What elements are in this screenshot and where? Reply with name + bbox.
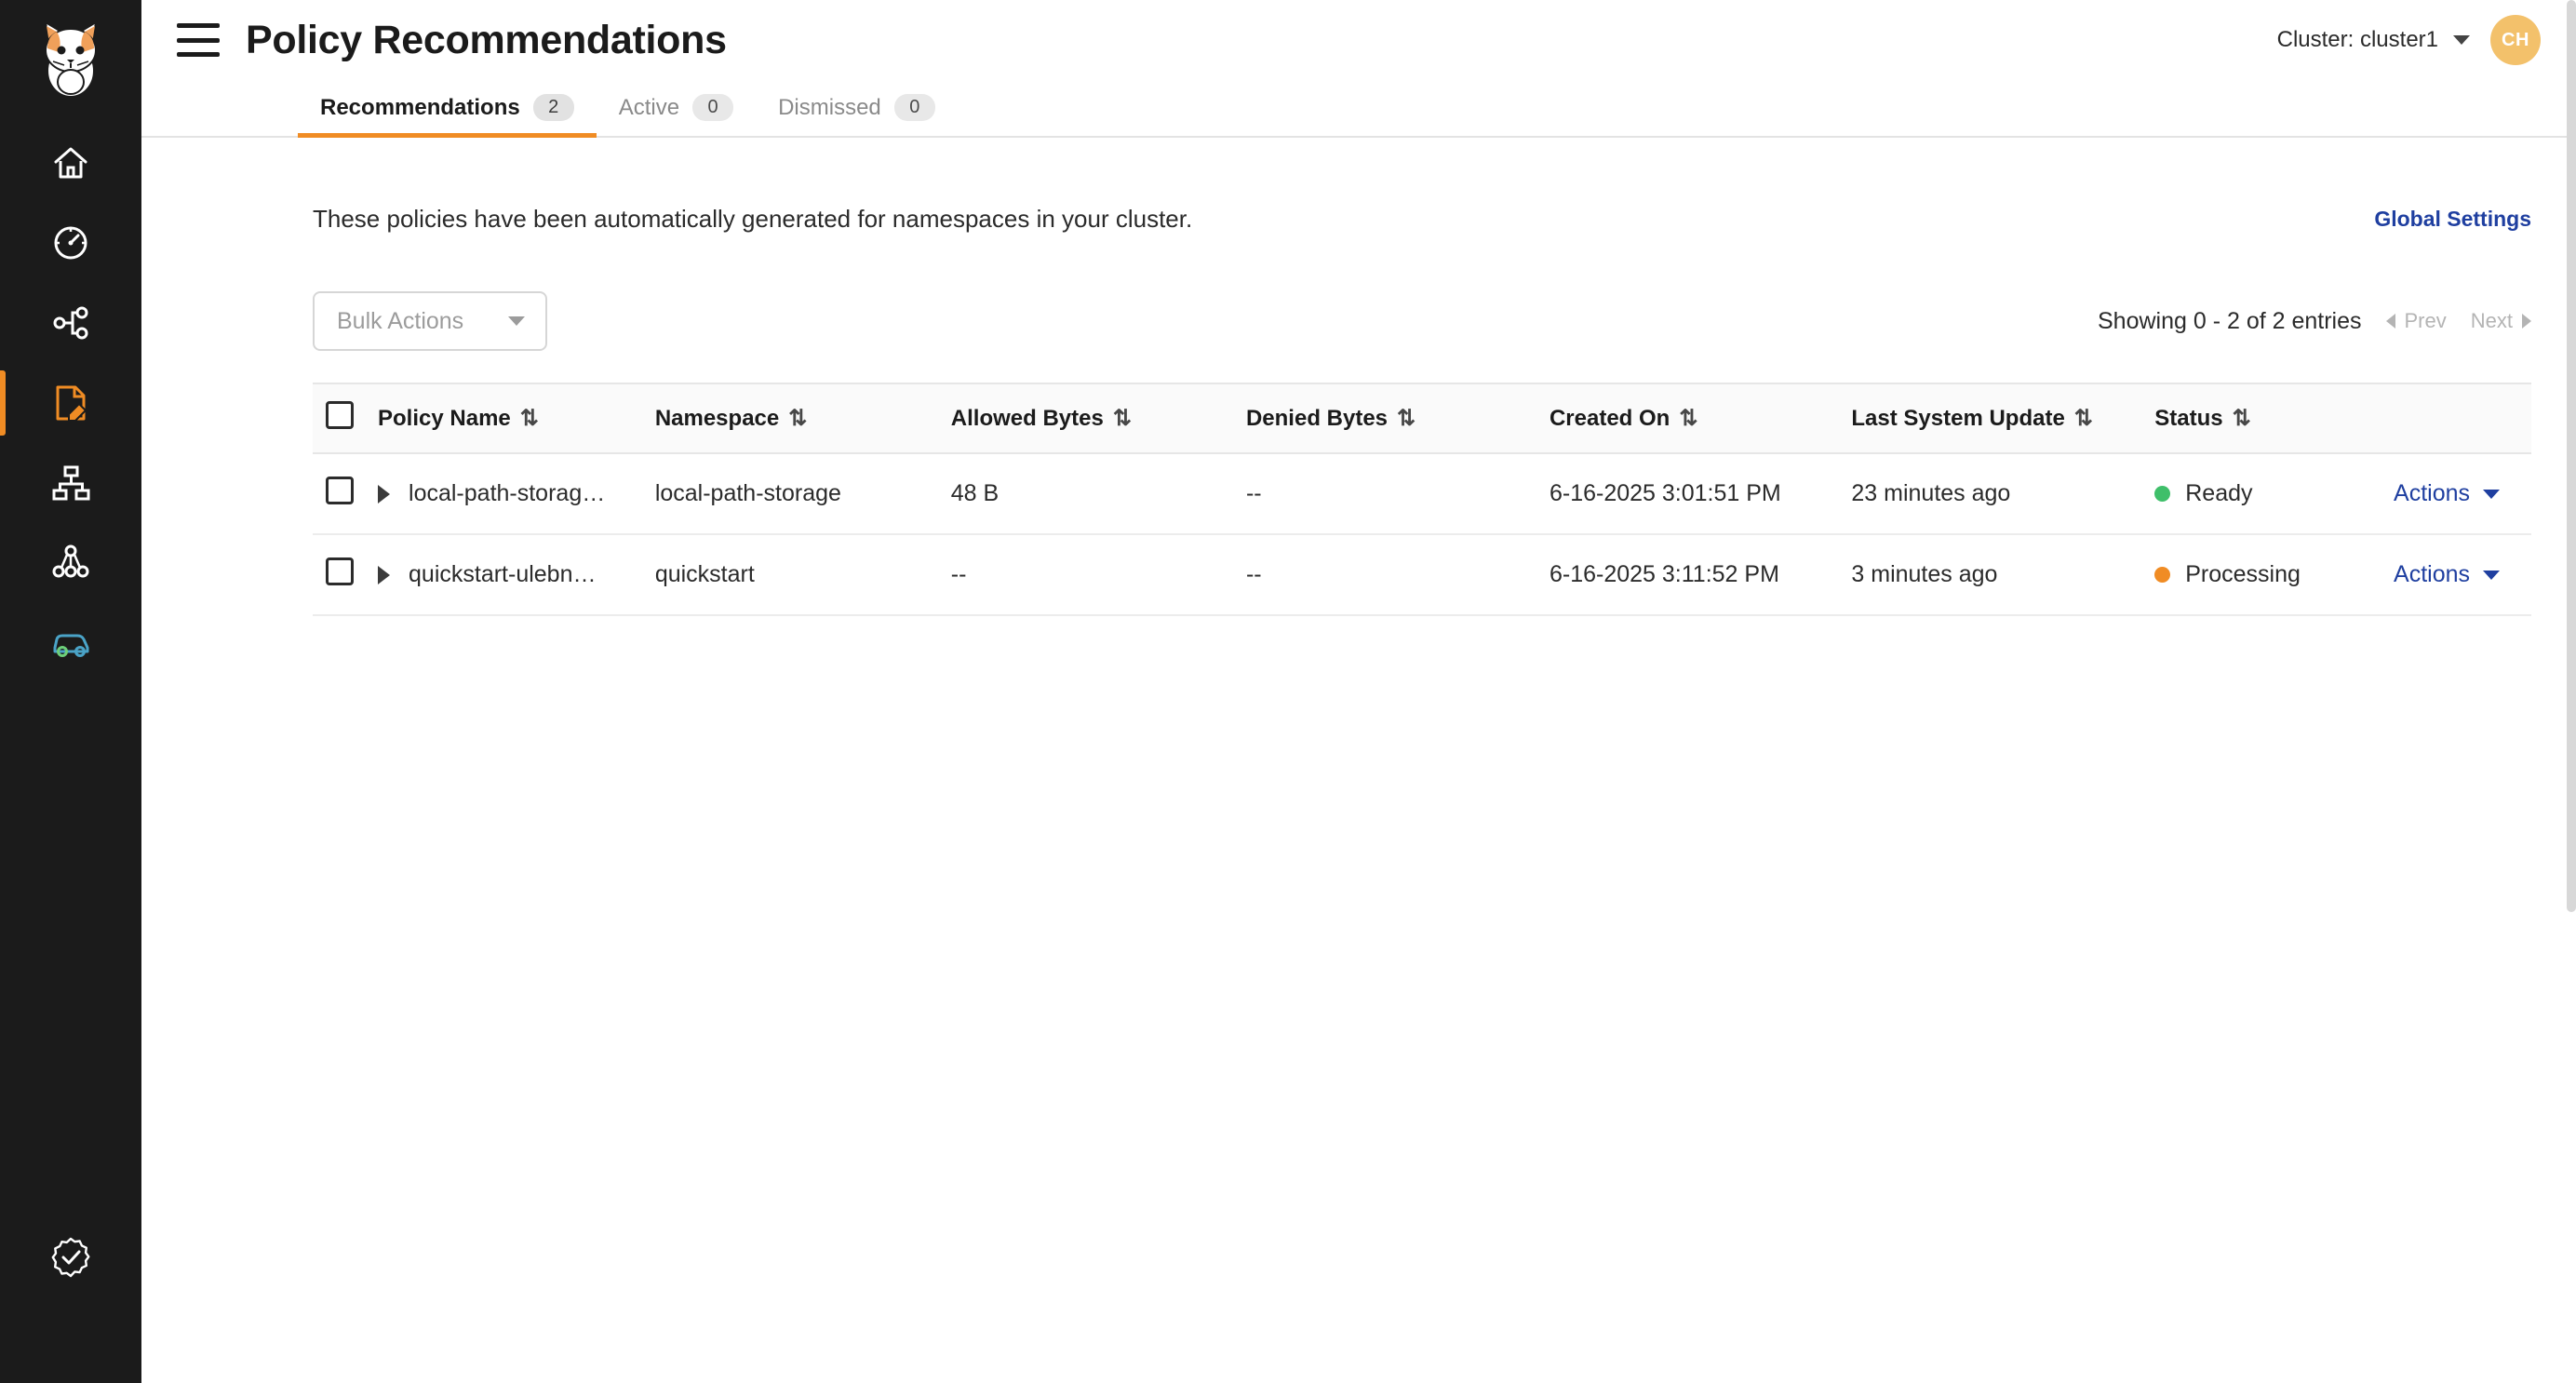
page-description: These policies have been automatically generated for namespaces in your cluster.: [313, 205, 1193, 233]
chevron-left-icon: [2386, 314, 2395, 329]
select-all-checkbox[interactable]: [326, 401, 354, 429]
prev-page-label: Prev: [2404, 309, 2447, 332]
status-dot-ready: [2154, 486, 2170, 502]
sort-icon: ⇅: [1112, 406, 1132, 431]
pagination-summary: Showing 0 - 2 of 2 entries: [2098, 307, 2362, 334]
sidebar-item-topology[interactable]: [31, 283, 111, 363]
column-allowed-bytes-label: Allowed Bytes: [950, 406, 1104, 431]
tab-dismissed-label: Dismissed: [778, 94, 881, 120]
next-page-label: Next: [2470, 309, 2513, 332]
row-denied-bytes: --: [1246, 453, 1550, 534]
page-title: Policy Recommendations: [246, 17, 727, 62]
bulk-actions-dropdown[interactable]: [313, 291, 547, 351]
select-all-header: [313, 383, 378, 453]
chevron-down-icon: [2483, 490, 2500, 499]
car-icon: [49, 622, 92, 665]
column-status[interactable]: [2154, 383, 2394, 453]
description-row: [313, 205, 2531, 234]
vertical-scrollbar[interactable]: [2567, 0, 2576, 1383]
column-namespace-label: Namespace: [654, 406, 780, 431]
policies-table: [313, 383, 2531, 616]
home-icon: [50, 142, 91, 183]
sidebar-item-vehicle[interactable]: [31, 603, 111, 683]
tab-dismissed-count: 0: [894, 94, 935, 121]
content-area: [141, 205, 2576, 616]
row-allowed-bytes: 48 B: [951, 453, 1246, 534]
sort-icon: ⇅: [2073, 406, 2093, 431]
column-last-system-update-label: Last System Update: [1851, 406, 2065, 431]
sidebar-item-policy-recommendations[interactable]: [31, 363, 111, 443]
sort-icon: ⇅: [2232, 406, 2251, 431]
tab-recommendations-count: 2: [533, 94, 574, 121]
sidebar-item-home[interactable]: [31, 123, 111, 203]
sidebar-bottom: [0, 1217, 141, 1297]
tab-recommendations-label: Recommendations: [320, 94, 520, 120]
row-policy-name: quickstart-ulebn…: [409, 561, 597, 587]
sidebar-item-status-check[interactable]: [31, 1217, 111, 1297]
row-checkbox[interactable]: [326, 477, 354, 504]
hierarchy-icon: [50, 463, 91, 504]
table-body: [313, 453, 2531, 615]
top-bar-right: [2277, 15, 2541, 65]
main-area: [141, 0, 2576, 1383]
avatar[interactable]: CH: [2490, 15, 2541, 65]
cluster-selector-label: Cluster: cluster1: [2276, 27, 2438, 52]
tab-active[interactable]: [597, 94, 756, 136]
chevron-down-icon: [2483, 571, 2500, 580]
row-select-cell: [313, 534, 378, 615]
row-created-on: 6-16-2025 3:01:51 PM: [1550, 453, 1851, 534]
column-created-on[interactable]: [1550, 383, 1851, 453]
row-namespace: quickstart: [655, 534, 951, 615]
row-actions-button[interactable]: [2394, 480, 2500, 507]
row-expand-icon[interactable]: [378, 566, 390, 584]
table-row[interactable]: [313, 453, 2531, 534]
policy-document-icon: [49, 382, 92, 424]
sidebar-item-clusters[interactable]: [31, 523, 111, 603]
status-badge: Processing: [2185, 561, 2301, 587]
column-allowed-bytes[interactable]: [951, 383, 1246, 453]
row-namespace: local-path-storage: [655, 453, 951, 534]
toolbar-row: [313, 291, 2531, 351]
network-branch-icon: [50, 302, 91, 343]
sort-icon: ⇅: [1397, 406, 1416, 431]
tab-active-count: 0: [692, 94, 733, 121]
sort-icon: ⇅: [519, 406, 539, 431]
sidebar-item-dashboard[interactable]: [31, 203, 111, 283]
row-created-on: 6-16-2025 3:11:52 PM: [1550, 534, 1851, 615]
row-last-system-update: 23 minutes ago: [1851, 453, 2154, 534]
row-status-cell: [2154, 453, 2394, 534]
menu-icon[interactable]: [177, 23, 220, 57]
chevron-down-icon: [2453, 35, 2470, 45]
mascot-icon: [31, 13, 111, 99]
row-checkbox[interactable]: [326, 557, 354, 585]
cluster-selector[interactable]: [2277, 27, 2470, 53]
table-row[interactable]: [313, 534, 2531, 615]
column-last-system-update[interactable]: [1851, 383, 2154, 453]
column-policy-name-label: Policy Name: [378, 406, 511, 431]
tab-recommendations[interactable]: [298, 94, 597, 136]
table-header-row: [313, 383, 2531, 453]
status-badge: Ready: [2185, 480, 2253, 506]
table-header: [313, 383, 2531, 453]
row-actions-button[interactable]: [2394, 561, 2500, 588]
column-created-on-label: Created On: [1549, 406, 1670, 431]
row-policy-name-cell: [378, 534, 655, 615]
row-actions-cell: [2394, 453, 2531, 534]
nodes-icon: [50, 543, 91, 584]
row-policy-name: local-path-storag…: [409, 480, 606, 506]
company-mascot-logo[interactable]: [31, 13, 111, 99]
column-denied-bytes[interactable]: [1246, 383, 1550, 453]
next-page-button[interactable]: [2471, 309, 2531, 333]
global-settings-link[interactable]: Global Settings: [2374, 207, 2531, 231]
row-last-system-update: 3 minutes ago: [1851, 534, 2154, 615]
top-bar: [141, 0, 2576, 80]
row-actions-cell: [2394, 534, 2531, 615]
sort-icon: ⇅: [788, 406, 808, 431]
chevron-right-icon: [2522, 314, 2531, 329]
check-badge-icon: [48, 1235, 93, 1280]
scrollbar-thumb[interactable]: [2567, 0, 2576, 912]
row-expand-icon[interactable]: [378, 485, 390, 504]
column-denied-bytes-label: Denied Bytes: [1245, 406, 1389, 431]
sort-icon: ⇅: [1679, 406, 1698, 431]
row-select-cell: [313, 453, 378, 534]
column-namespace[interactable]: [655, 383, 951, 453]
row-actions-label: Actions: [2394, 480, 2470, 506]
chevron-down-icon: [508, 316, 525, 326]
bulk-actions-label: Bulk Actions: [337, 307, 464, 334]
tab-bar: [141, 80, 2576, 138]
row-denied-bytes: --: [1246, 534, 1550, 615]
column-status-label: Status: [2154, 406, 2223, 431]
row-actions-label: Actions: [2394, 561, 2470, 587]
pagination: [2098, 308, 2531, 335]
column-policy-name[interactable]: [378, 383, 655, 453]
sidebar: [0, 0, 141, 1383]
tab-dismissed[interactable]: [756, 94, 958, 136]
row-policy-name-cell: [378, 453, 655, 534]
tab-active-label: Active: [618, 94, 680, 120]
column-actions: [2394, 383, 2531, 453]
status-dot-processing: [2154, 567, 2170, 583]
row-allowed-bytes: --: [951, 534, 1246, 615]
row-status-cell: [2154, 534, 2394, 615]
sidebar-item-service-map[interactable]: [31, 443, 111, 523]
prev-page-button[interactable]: [2386, 309, 2447, 333]
gauge-icon: [50, 222, 91, 263]
